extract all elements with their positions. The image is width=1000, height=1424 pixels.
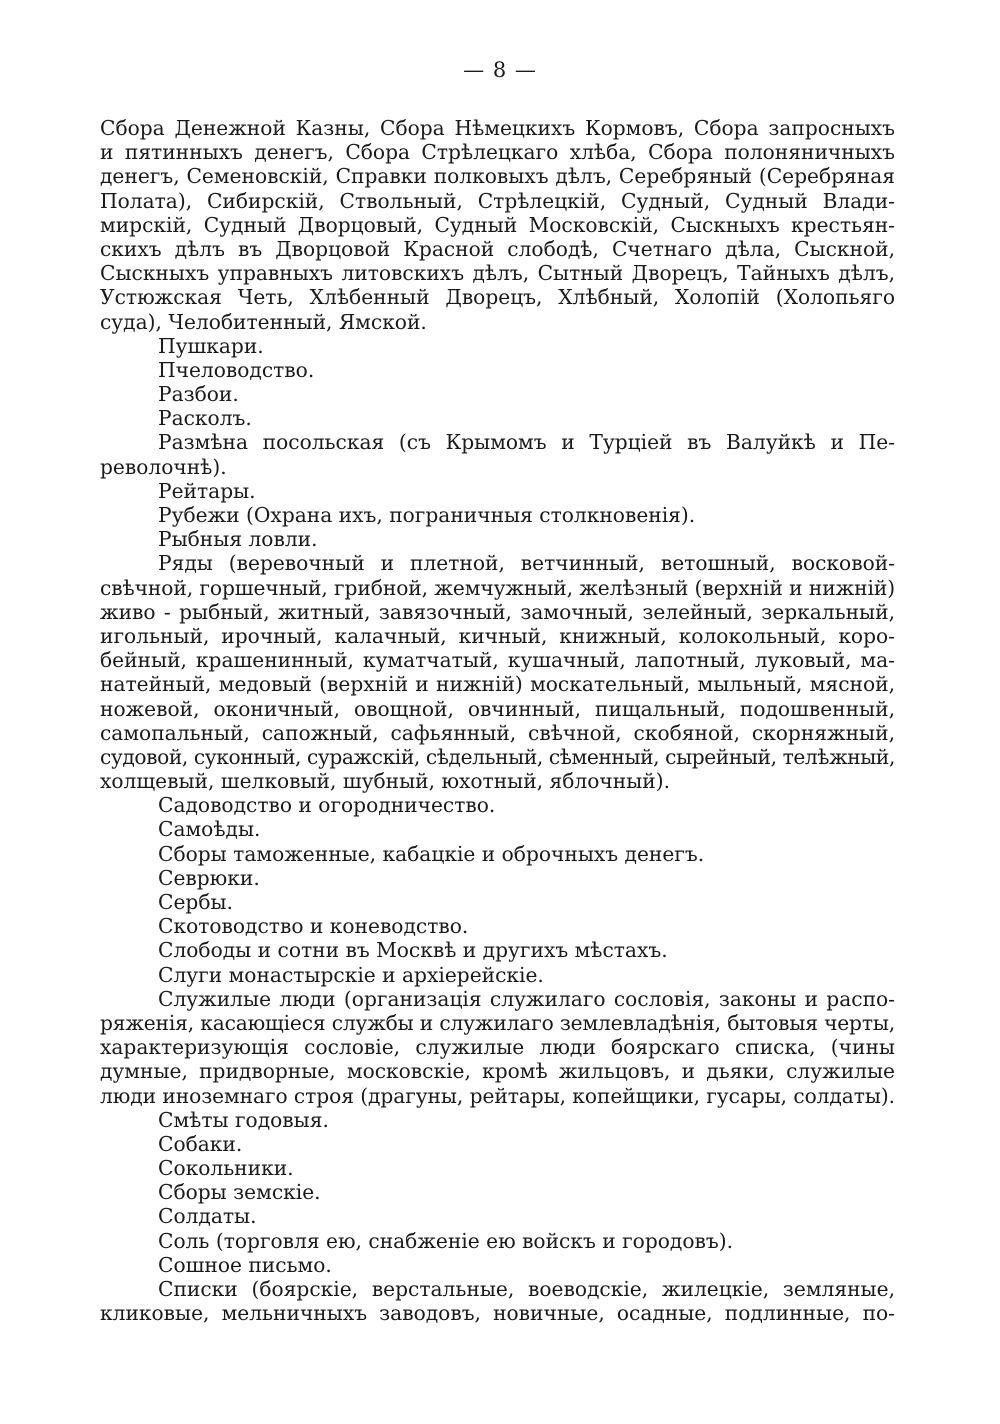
text-line: Разбои. <box>158 382 239 407</box>
text-line: натейный, медовый (верхній и нижній) москательный, мыльный, мясной, <box>100 672 895 697</box>
text-line: Смѣты годовыя. <box>158 1107 329 1132</box>
text-line: Пушкари. <box>158 333 264 358</box>
text-line: Ряды (веревочный и плетной, ветчинный, ветошный, восковой- <box>158 551 895 576</box>
text-line: Сбора Денежной Казны, Сбора Нѣмецкихъ Кормовъ, Сбора запросныхъ <box>100 116 895 140</box>
text-line: ряженія, касающіеся службы и служилаго землевладѣнія, бытовыя черты, <box>100 1010 895 1035</box>
text-line: суда), Челобитенный, Ямской. <box>100 309 427 334</box>
text-line: Соль (торговля ею, снабженіе ею войскъ и городовъ). <box>158 1228 733 1253</box>
text-line: Сокольники. <box>158 1156 294 1181</box>
text-line: бейный, крашенинный, куматчатый, кушачный, лапотный, луковый, ма- <box>100 648 895 673</box>
text-line: и пятинныхъ денегъ, Сбора Стрѣлецкаго хлѣба, Сбора полоняничныхъ <box>100 140 895 165</box>
text-line: Сошное письмо. <box>158 1252 332 1277</box>
text-line: холщевый, шелковый, шубный, юхотный, яблочный). <box>100 769 671 794</box>
text-line: характеризующія сословіе, служилые люди боярскаго списка, (чины <box>100 1035 895 1060</box>
text-line: мирскій, Судный Дворцовый, Судный Московскій, Сыскныхъ крестьян- <box>100 212 895 237</box>
text-line: люди иноземнаго строя (драгуны, рейтары, копейщики, гусары, солдаты). <box>100 1083 895 1108</box>
text-line: Списки (боярскіе, верстальные, воеводскіе, жилецкіе, земляные, <box>158 1277 895 1301</box>
text-line: свѣчной, горшечный, грибной, жемчужный, желѣзный (верхній и нижній) <box>100 575 895 600</box>
text-line: живо - рыбный, житный, завязочный, замочный, зелейный, зеркальный, <box>100 599 895 624</box>
text-line: судовой, суконный, суражскій, сѣдельный, сѣменный, сырейный, телѣжный, <box>100 744 895 769</box>
text-line: Рейтары. <box>158 478 256 503</box>
text-line: кликовые, мельничныхъ заводовъ, новичные, осадные, подлинные, по- <box>100 1301 895 1326</box>
text-line: самопальный, сапожный, сафьянный, свѣчной, скобяной, скорняжный, <box>100 720 895 745</box>
text-line: Севрюки. <box>158 865 260 890</box>
text-line: игольный, ирочный, калачный, кичный, книжный, колокольный, коро- <box>100 623 895 648</box>
text-line: Полата), Сибирскій, Ствольный, Стрѣлецкій, Судный, Судный Влади- <box>100 188 895 213</box>
text-line: револочнѣ). <box>100 454 227 479</box>
text-line: Рыбныя ловли. <box>158 527 318 552</box>
text-line: ножевой, оконичный, овощной, овчинный, пищальный, подошвенный, <box>100 696 895 721</box>
text-line: Слободы и сотни въ Москвѣ и другихъ мѣстахъ. <box>158 938 668 963</box>
text-line: Сборы таможенные, кабацкіе и оброчныхъ денегъ. <box>158 841 705 866</box>
text-line: Скотоводство и коневодство. <box>158 914 469 939</box>
text-line: Устюжская Четь, Хлѣбенный Дворецъ, Хлѣбный, Холопій (Холопьяго <box>100 285 895 310</box>
text-line: думные, придворные, московскіе, кромѣ жильцовъ, и дьяки, служилые <box>100 1059 895 1084</box>
text-line: Сборы земскіе. <box>158 1180 321 1205</box>
text-line: Рубежи (Охрана ихъ, пограничныя столкновенія). <box>158 503 696 527</box>
text-line: денегъ, Семеновскій, Справки полковыхъ дѣлъ, Серебряный (Серебряная <box>100 164 895 189</box>
text-line: Сербы. <box>158 890 233 914</box>
text-line: Самоѣды. <box>158 817 261 842</box>
text-line: Пчеловодство. <box>158 357 315 382</box>
text-line: Солдаты. <box>158 1204 257 1229</box>
text-line: Сыскныхъ управныхъ литовскихъ дѣлъ, Сытный Дворецъ, Тайныхъ дѣлъ, <box>100 261 895 286</box>
text-line: Собаки. <box>158 1131 243 1156</box>
text-line: Размѣна посольская (съ Крымомъ и Турціей въ Валуйкѣ и Пе- <box>158 430 895 455</box>
text-line: скихъ дѣлъ въ Дворцовой Красной слободѣ, Счетнаго дѣла, Сыскной, <box>100 236 895 261</box>
page-number: — 8 — <box>463 58 537 82</box>
text-line: Служилые люди (организація служилаго сословія, законы и распо- <box>158 986 895 1011</box>
document-body <box>100 116 895 1325</box>
text-line: Садоводство и огородничество. <box>158 793 496 818</box>
text-line: Слуги монастырскіе и архіерейскіе. <box>158 962 544 987</box>
text-line: Расколъ. <box>158 406 252 431</box>
